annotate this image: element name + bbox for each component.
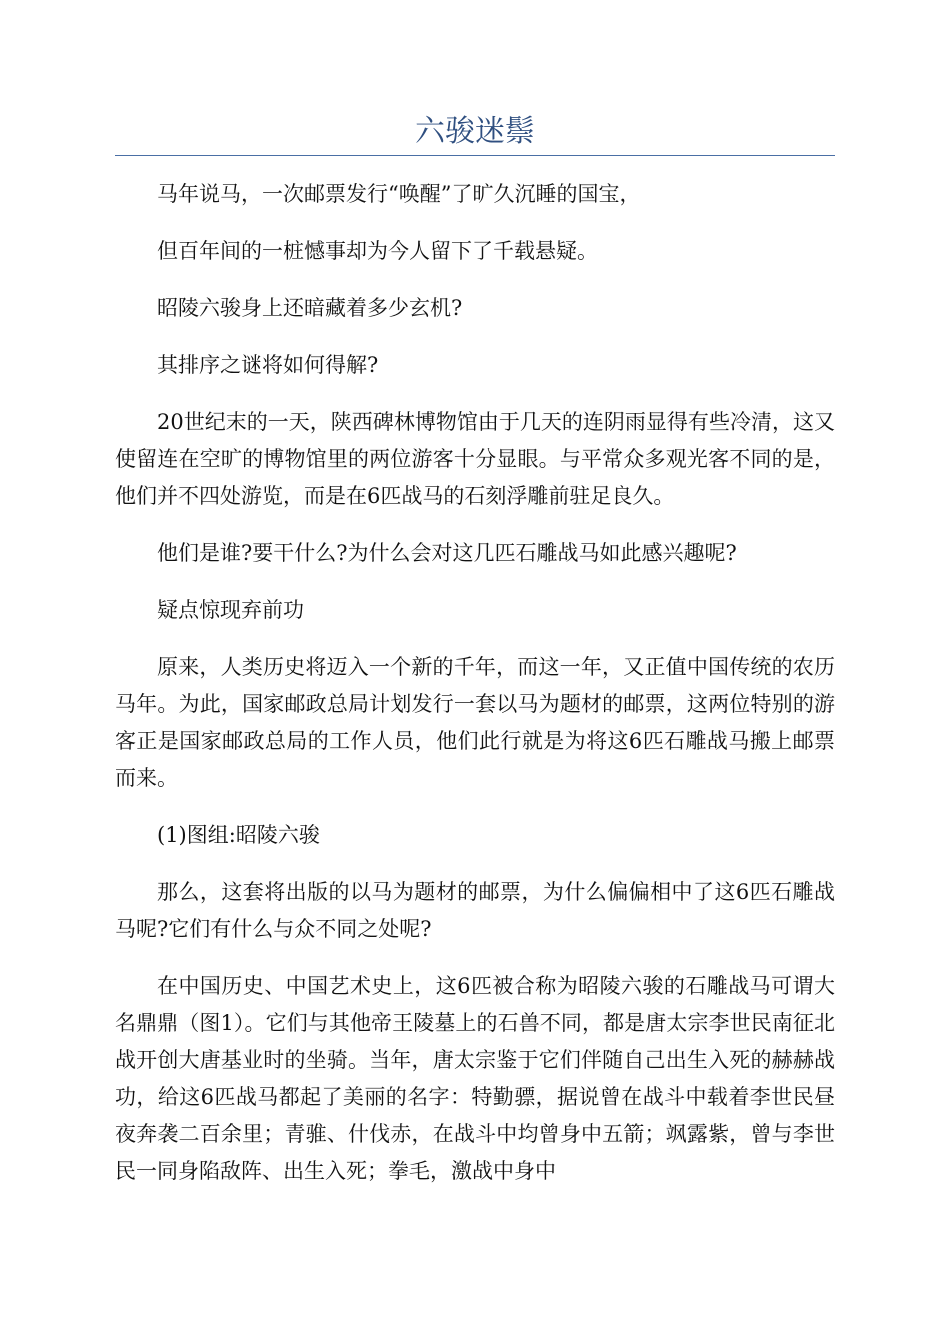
title-underline	[115, 155, 835, 156]
paragraph-1: 马年说马，一次邮票发行“唤醒”了旷久沉睡的国宝，	[157, 182, 641, 206]
figure-caption: (1)图组:昭陵六骏	[157, 823, 320, 847]
paragraph-11: 在中国历史、中国艺术史上，这6匹被合称为昭陵六骏的石雕战马可谓大名鼎鼎（图1）。它们与其他帝王陵墓上的石兽不同，都是唐太宗李世民南征北战开创大唐基业时的坐骑。当年，唐太宗鉴于它们伴随自己出生入死的赫赫战功，给这6匹战马都起了美丽的名字：特勤骠，据说曾在战斗中载着李世民昼夜奔袭二百余里；青骓、什伐赤，在战斗中均曾身中五箭；飒露紫，曾与李世民一同身陷敌阵、出生入死；拳毛，激战中身中	[115, 974, 835, 1183]
paragraph-3: 昭陵六骏身上还暗藏着多少玄机?	[157, 296, 463, 320]
document-title: 六骏迷鬃	[415, 114, 535, 149]
paragraph-8: 原来，人类历史将迈入一个新的千年，而这一年，又正值中国传统的农历马年。为此，国家邮政总局计划发行一套以马为题材的邮票，这两位特别的游客正是国家邮政总局的工作人员，他们此行就是为将这6匹石雕战马搬上邮票而来。	[115, 655, 835, 790]
document-body	[115, 176, 835, 1210]
section-heading: 疑点惊现弃前功	[157, 598, 304, 622]
paragraph-5: 20世纪末的一天，陕西碑林博物馆由于几天的连阴雨显得有些冷清，这又使留连在空旷的博物馆里的两位游客十分显眼。与平常众多观光客不同的是，他们并不四处游览，而是在6匹战马的石刻浮雕前驻足良久。	[115, 410, 835, 508]
paragraph-2: 但百年间的一桩憾事却为今人留下了千载悬疑。	[157, 239, 598, 263]
paragraph-10: 那么，这套将出版的以马为题材的邮票，为什么偏偏相中了这6匹石雕战马呢?它们有什么与众不同之处呢?	[115, 880, 835, 941]
paragraph-4: 其排序之谜将如何得解?	[157, 353, 379, 377]
paragraph-6: 他们是谁?要干什么?为什么会对这几匹石雕战马如此感兴趣呢?	[157, 541, 737, 565]
